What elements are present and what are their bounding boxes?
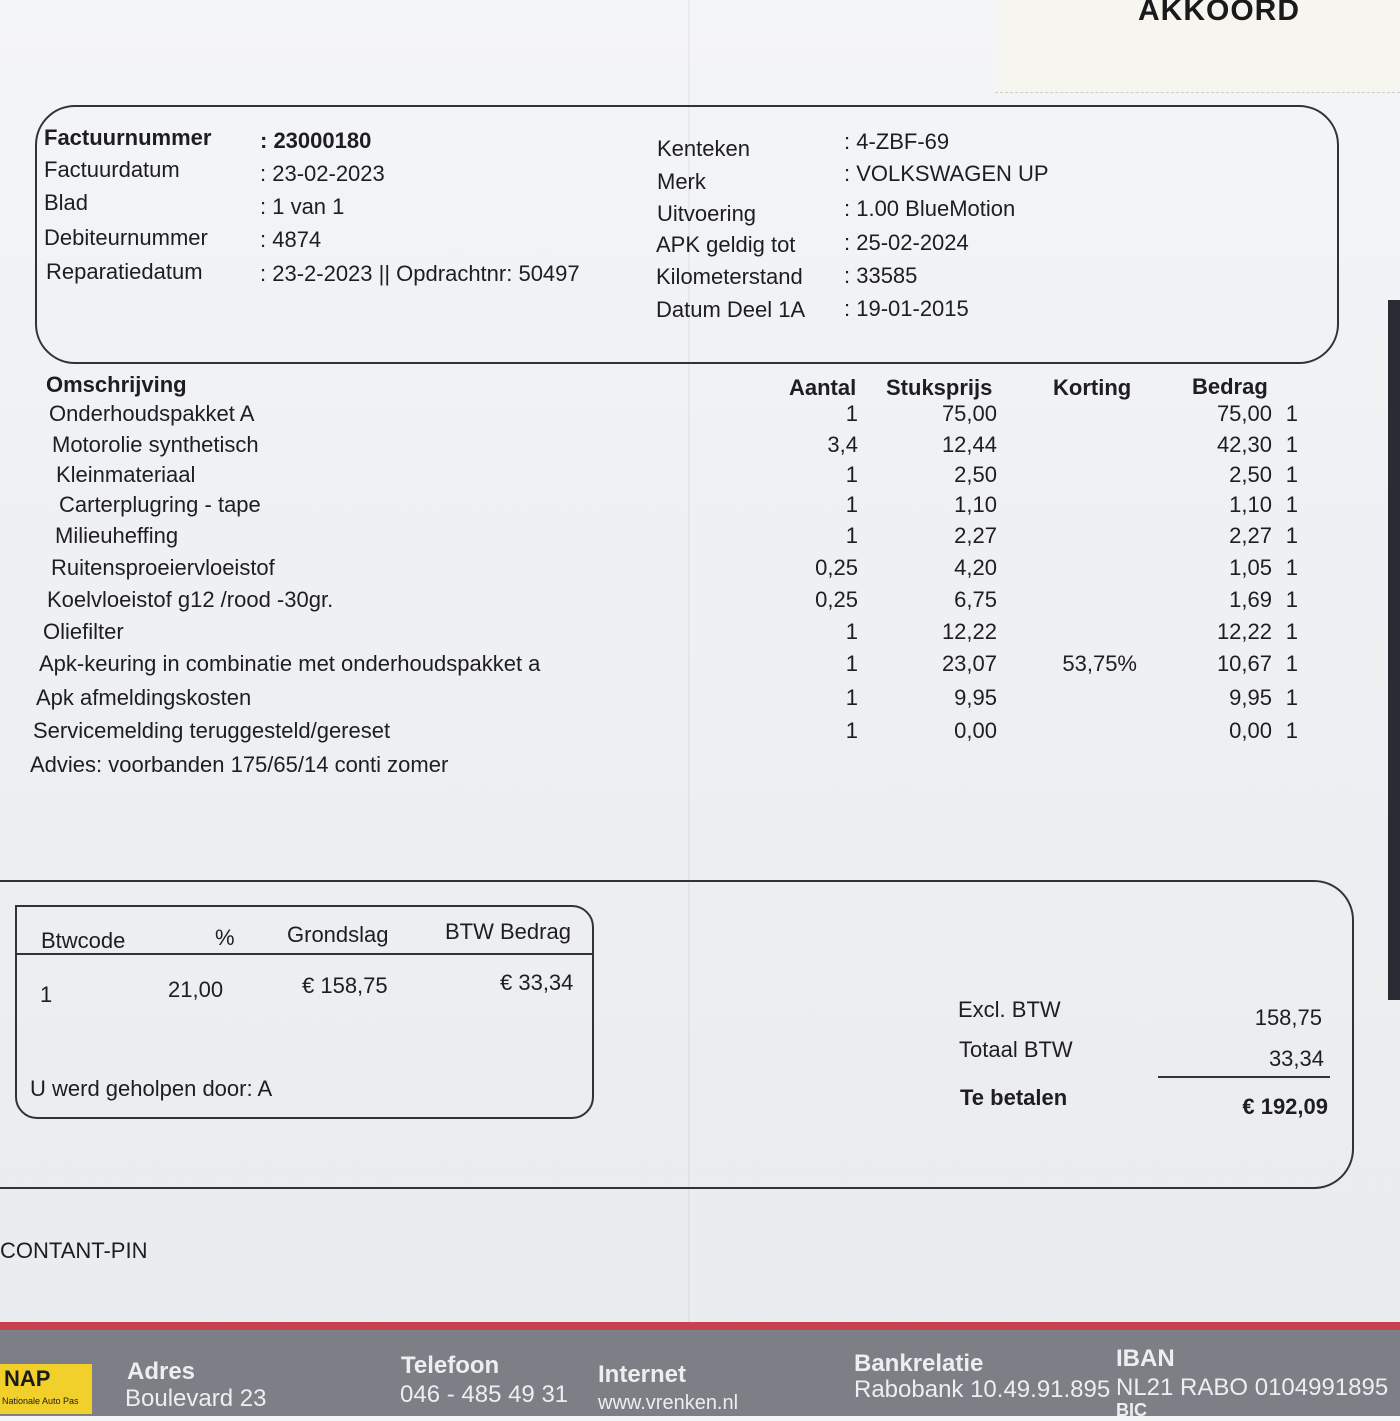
line-item-description: Apk afmeldingskosten: [36, 685, 252, 710]
vat-amount-header: BTW Bedrag: [445, 919, 571, 944]
invoice-date-value: : 23-02-2023: [260, 161, 385, 186]
page-label: Blad: [44, 190, 89, 215]
line-item-unit-price: 2,50: [954, 462, 997, 487]
approval-stamp: AKKOORD: [1138, 0, 1300, 27]
line-item-amount: 42,30: [1216, 432, 1272, 457]
line-item-unit-price: 12,22: [941, 619, 997, 644]
line-item-quantity: 1: [845, 718, 858, 743]
phone-value: 046 - 485 49 31: [400, 1381, 569, 1408]
line-item-vat-code: 1: [1285, 685, 1298, 710]
vat-percent-header: %: [215, 925, 235, 950]
line-item-quantity: 0,25: [815, 555, 858, 580]
footer-accent-stripe: [0, 1322, 1400, 1330]
vat-code-header: Btwcode: [41, 928, 126, 953]
phone-label: Telefoon: [401, 1352, 500, 1379]
page-value: : 1 van 1: [260, 194, 345, 219]
amount-due-label: Te betalen: [960, 1085, 1068, 1110]
line-item-vat-code: 1: [1285, 462, 1298, 487]
line-item-vat-code: 1: [1285, 523, 1298, 548]
line-item-vat-code: 1: [1285, 619, 1298, 644]
line-item-amount: 0,00: [1229, 718, 1272, 743]
total-vat-value: 33,34: [1268, 1046, 1324, 1071]
vat-base-header: Grondslag: [287, 922, 389, 947]
desk-edge: [1388, 300, 1400, 1000]
line-item-amount: 10,67: [1216, 651, 1272, 676]
line-item-vat-code: 1: [1285, 492, 1298, 517]
line-item-amount: 12,22: [1216, 619, 1272, 644]
line-item-vat-code: 1: [1285, 401, 1298, 426]
line-item-quantity: 1: [845, 401, 858, 426]
apk-valid-value: : 25-02-2024: [844, 230, 969, 255]
line-item-description: Kleinmateriaal: [56, 462, 196, 487]
repair-date-value: : 23-2-2023 || Opdrachtnr: 50497: [260, 261, 580, 286]
amount-due-value: € 192,09: [1242, 1094, 1328, 1119]
line-item-vat-code: 1: [1285, 432, 1298, 457]
line-item-quantity: 0,25: [815, 587, 858, 612]
line-item-description: Carterplugring - tape: [59, 492, 261, 517]
line-item-unit-price: 1,10: [954, 492, 997, 517]
brand-value: : VOLKSWAGEN UP: [844, 161, 1049, 186]
discount-header: Korting: [1053, 375, 1132, 400]
line-item-description: Oliefilter: [43, 619, 124, 644]
amount-header: Bedrag: [1192, 374, 1268, 399]
line-item-description: Motorolie synthetisch: [52, 432, 259, 457]
line-item-quantity: 1: [845, 462, 858, 487]
line-item-vat-code: 1: [1285, 718, 1298, 743]
iban-value: NL21 RABO 0104991895: [1116, 1374, 1389, 1401]
vat-percent-value: 21,00: [168, 977, 224, 1002]
line-item-vat-code: 1: [1285, 651, 1298, 676]
registration-date-value: : 19-01-2015: [844, 296, 969, 321]
invoice-number-value: : 23000180: [260, 128, 372, 153]
line-item-description: Servicemelding teruggesteld/gereset: [33, 718, 391, 743]
line-item-amount: 2,50: [1229, 462, 1272, 487]
line-item-description: Apk-keuring in combinatie met onderhoudspakket a: [39, 651, 541, 676]
line-item-amount: 9,95: [1229, 685, 1272, 710]
line-item-unit-price: 0,00: [954, 718, 997, 743]
total-divider: [1158, 1076, 1330, 1078]
invoice-number-label: Factuurnummer: [44, 125, 212, 150]
line-item-unit-price: 9,95: [954, 685, 997, 710]
brand-label: Merk: [657, 169, 706, 194]
payment-method: CONTANT-PIN: [0, 1238, 148, 1263]
mileage-value: : 33585: [844, 263, 918, 288]
line-item-unit-price: 2,27: [954, 523, 997, 548]
line-item-amount: 1,10: [1229, 492, 1272, 517]
helped-by: U werd geholpen door: A: [30, 1076, 273, 1101]
vat-code-value: 1: [40, 982, 53, 1007]
line-item-quantity: 1: [845, 619, 858, 644]
excl-vat-label: Excl. BTW: [958, 997, 1061, 1022]
repair-date-label: Reparatiedatum: [46, 259, 203, 284]
line-item-description: Milieuheffing: [55, 523, 179, 548]
description-header: Omschrijving: [46, 372, 187, 397]
line-item-unit-price: 75,00: [941, 401, 997, 426]
line-item-quantity: 1: [845, 685, 858, 710]
excl-vat-value: 158,75: [1254, 1005, 1322, 1030]
line-item-amount: 1,05: [1229, 555, 1272, 580]
line-item-unit-price: 6,75: [954, 587, 997, 612]
line-item-discount: 53,75%: [1062, 651, 1137, 676]
bank-value: Rabobank 10.49.91.895: [854, 1376, 1111, 1403]
address-value: Boulevard 23: [125, 1385, 267, 1412]
line-item-description: Koelvloeistof g12 /rood -30gr.: [47, 587, 334, 612]
line-item-amount: 2,27: [1229, 523, 1272, 548]
nap-logo: [0, 1364, 92, 1414]
line-item-quantity: 1: [845, 492, 858, 517]
nap-logo-subtitle: Nationale Auto Pas: [2, 1396, 79, 1406]
line-item-vat-code: 1: [1285, 587, 1298, 612]
total-vat-label: Totaal BTW: [959, 1037, 1073, 1062]
variant-label: Uitvoering: [657, 201, 757, 226]
line-item-amount: 75,00: [1216, 401, 1272, 426]
apk-valid-label: APK geldig tot: [656, 232, 796, 257]
quantity-header: Aantal: [789, 375, 857, 400]
line-item-unit-price: 12,44: [941, 432, 997, 457]
vat-base-value: € 158,75: [302, 973, 388, 998]
license-plate-value: : 4-ZBF-69: [844, 129, 950, 154]
debtor-number-label: Debiteurnummer: [44, 225, 208, 250]
mileage-label: Kilometerstand: [656, 264, 803, 289]
vat-amount-value: € 33,34: [500, 970, 574, 995]
registration-date-label: Datum Deel 1A: [656, 297, 806, 322]
nap-logo-letters: NAP: [4, 1366, 51, 1391]
debtor-number-value: : 4874: [260, 227, 322, 252]
advice-note: Advies: voorbanden 175/65/14 conti zomer: [30, 752, 449, 777]
line-item-amount: 1,69: [1229, 587, 1272, 612]
line-item-description: Onderhoudspakket A: [49, 401, 255, 426]
license-plate-label: Kenteken: [657, 136, 750, 161]
line-item-vat-code: 1: [1285, 555, 1298, 580]
bic-label: BIC: [1116, 1400, 1147, 1420]
line-item-quantity: 1: [845, 523, 858, 548]
line-item-quantity: 3,4: [827, 432, 858, 457]
variant-value: : 1.00 BlueMotion: [844, 196, 1016, 221]
website-link[interactable]: www.vrenken.nl: [598, 1392, 739, 1414]
internet-label: Internet: [598, 1361, 687, 1388]
invoice-date-label: Factuurdatum: [44, 157, 180, 182]
bank-label: Bankrelatie: [854, 1350, 984, 1377]
line-item-unit-price: 23,07: [941, 651, 997, 676]
unit-price-header: Stuksprijs: [886, 375, 993, 400]
iban-label: IBAN: [1116, 1345, 1175, 1372]
address-label: Adres: [127, 1358, 196, 1385]
line-item-description: Ruitensproeiervloeistof: [51, 555, 275, 580]
line-item-unit-price: 4,20: [954, 555, 997, 580]
line-item-quantity: 1: [845, 651, 858, 676]
